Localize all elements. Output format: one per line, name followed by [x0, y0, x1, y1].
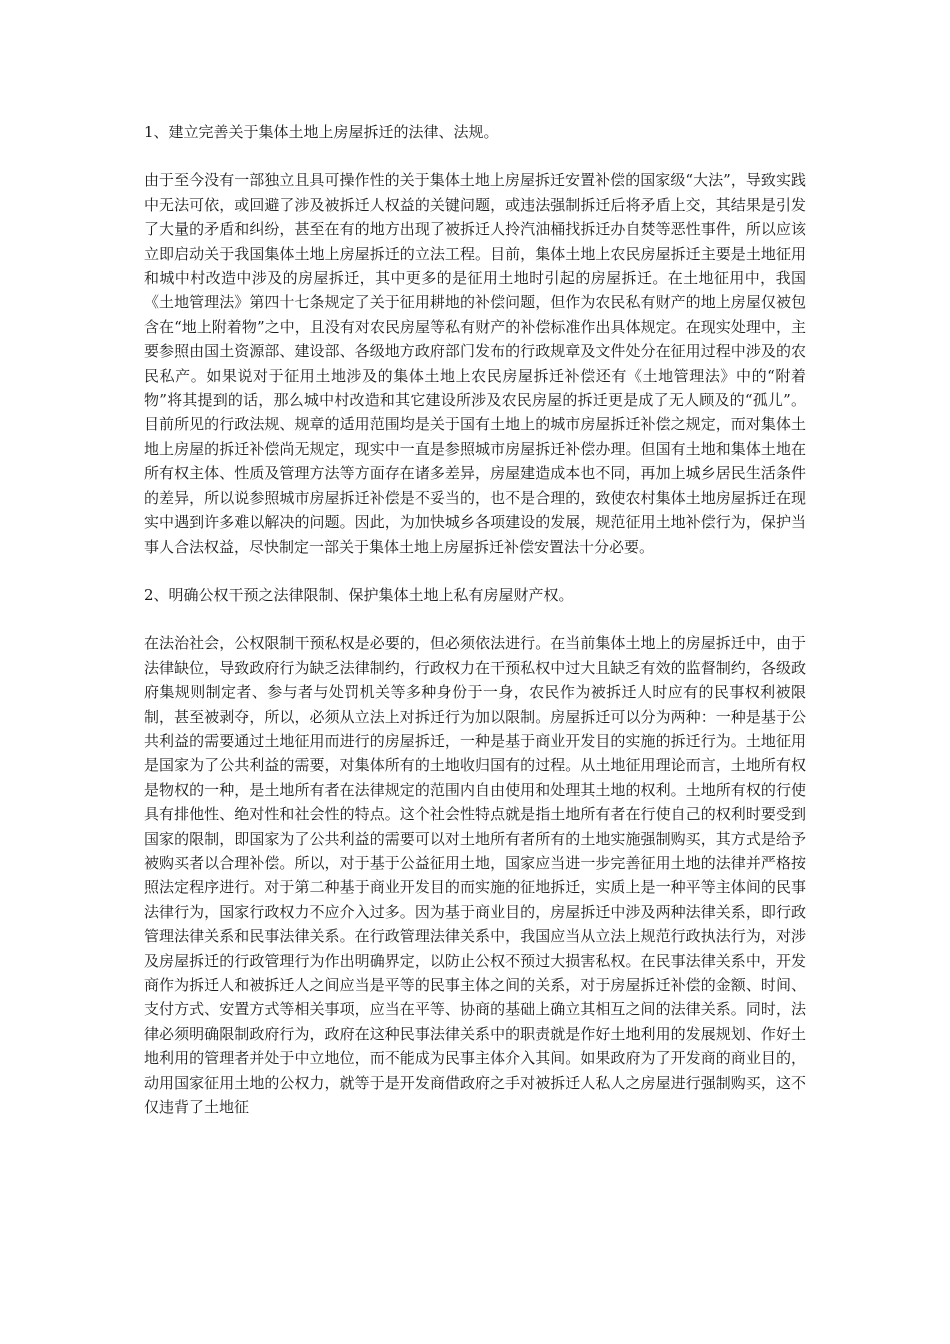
- section-1-paragraph: 由于至今没有一部独立且具可操作性的关于集体土地上房屋拆迁安置补偿的国家级“大法”，导致实践中无法可依，或回避了涉及被拆迁人权益的关键问题，或违法强制拆迁后将矛盾上交，其结果是引发了大量的矛盾和纠纷，甚至在有的地方出现了被拆迁人拎汽油桶找拆迁办自焚等恶性事件，所以应该立即启动关于我国集体土地上房屋拆迁的立法工程。目前，集体土地上农民房屋拆迁主要是土地征用和城中村改造中涉及的房屋拆迁，其中更多的是征用土地时引起的房屋拆迁。在土地征用中，我国《土地管理法》第四十七条规定了关于征用耕地的补偿问题，但作为农民私有财产的地上房屋仅被包含在“地上附着物”之中，且没有对农民房屋等私有财产的补偿标准作出具体规定。在现实处理中，主要参照由国土资源部、建设部、各级地方政府部门发布的行政规章及文件处分在征用过程中涉及的农民私产。如果说对于征用土地涉及的集体土地上农民房屋拆迁补偿还有《土地管理法》中的“附着物”将其提到的话，那么城中村改造和其它建设所涉及农民房屋的拆迁更是成了无人顾及的“孤儿”。目前所见的行政法规、规章的适用范围均是关于国有土地上的城市房屋拆迁补偿之规定，而对集体土地上房屋的拆迁补偿尚无规定，现实中一直是参照城市房屋拆迁补偿办理。但国有土地和集体土地在所有权主体、性质及管理方法等方面存在诸多差异，房屋建造成本也不同，再加上城乡居民生活条件的差异，所以说参照城市房屋拆迁补偿是不妥当的，也不是合理的，致使农村集体土地房屋拆迁在现实中遇到许多难以解决的问题。因此，为加快城乡各项建设的发展，规范征用土地补偿行为，保护当事人合法权益，尽快制定一部关于集体土地上房屋拆迁补偿安置法十分必要。: [144, 171, 806, 556]
- section-2-paragraph: 在法治社会，公权限制干预私权是必要的，但必须依法进行。在当前集体土地上的房屋拆迁中，由于法律缺位，导致政府行为缺乏法律制约，行政权力在干预私权中过大且缺乏有效的监督制约，各级政府集规则制定者、参与者与处罚机关等多种身份于一身，农民作为被拆迁人时应有的民事权利被限制，甚至被剥夺，所以，必须从立法上对拆迁行为加以限制。房屋拆迁可以分为两种：一种是基于公共利益的需要通过土地征用而进行的房屋拆迁，一种是基于商业开发目的实施的拆迁行为。土地征用是国家为了公共利益的需要，对集体所有的土地收归国有的过程。从土地征用理论而言，土地所有权是物权的一种，是土地所有者在法律规定的范围内自由使用和处理其土地的权利。土地所有权的行使具有排他性、绝对性和社会性的特点。这个社会性特点就是指土地所有者在行使自己的权利时要受到国家的限制，即国家为了公共利益的需要可以对土地所有者所有的土地实施强制购买，其方式是给予被购买者以合理补偿。所以，对于基于公益征用土地，国家应当进一步完善征用土地的法律并严格按照法定程序进行。对于第二种基于商业开发目的而实施的征地拆迁，实质上是一种平等主体间的民事法律行为，国家行政权力不应介入过多。因为基于商业目的，房屋拆迁中涉及两种法律关系，即行政管理法律关系和民事法律关系。在行政管理法律关系中，我国应当从立法上规范行政执法行为，对涉及房屋拆迁的行政管理行为作出明确界定，以防止公权不预过大损害私权。在民事法律关系中，开发商作为拆迁人和被拆迁人之间应当是平等的民事主体之间的关系，对于房屋拆迁补偿的金额、时间、支付方式、安置方式等相关事项，应当在平等、协商的基础上确立其相互之间的法律关系。同时，法律必须明确限制政府行为，政府在这种民事法律关系中的职责就是作好土地利用的发展规划、作好土地利用的管理者并处于中立地位，而不能成为民事主体介入其间。如果政府为了开发商的商业目的，动用国家征用土地的公权力，就等于是开发商借政府之手对被拆迁人私人之房屋进行强制购买，这不仅违背了土地征: [144, 634, 806, 1117]
- section-1-heading: 1、建立完善关于集体土地上房屋拆迁的法律、法规。: [144, 123, 499, 141]
- section-2-heading: 2、明确公权干预之法律限制、保护集体土地上私有房屋财产权。: [144, 585, 574, 604]
- document-page: [144, 120, 806, 1143]
